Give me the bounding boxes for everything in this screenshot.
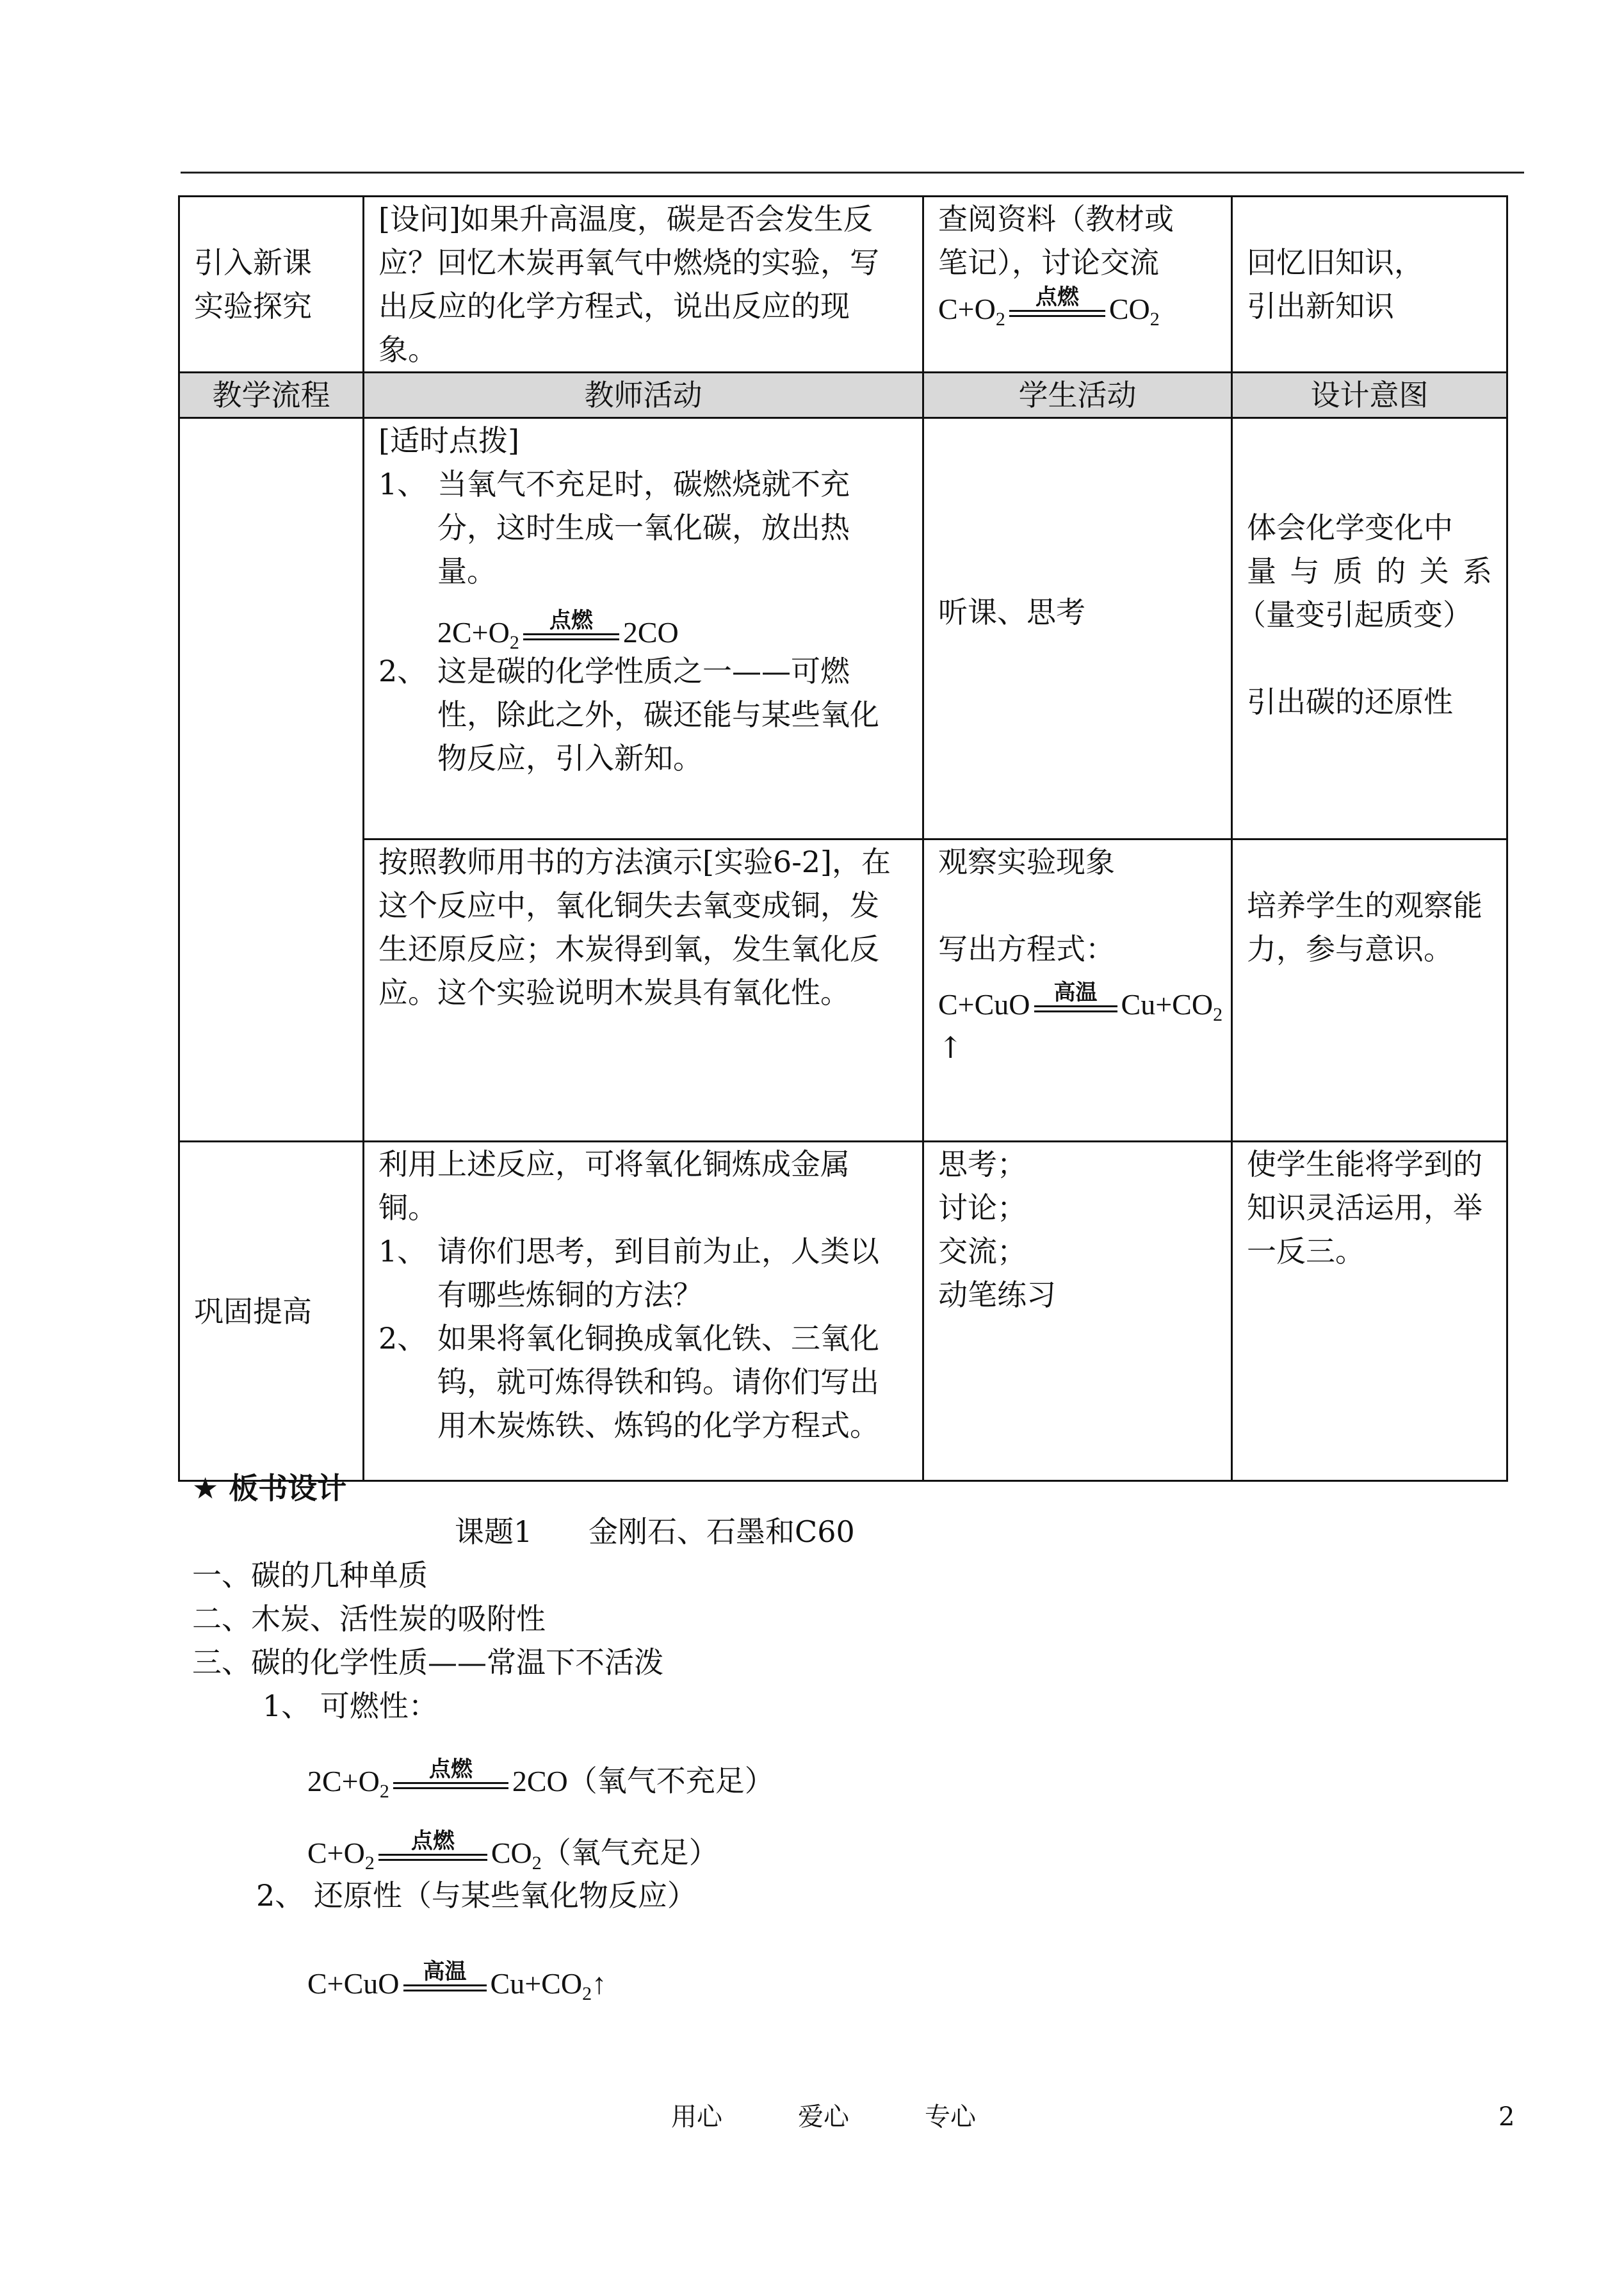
footer-motto: 专心 [925, 2102, 976, 2132]
design-intent-line: 回忆旧知识， [1247, 245, 1424, 280]
hint-title: [适时点拨] [378, 423, 519, 458]
list-number: 2、 [378, 1321, 427, 1356]
header-rule [181, 172, 1524, 174]
footer-motto: 爱心 [798, 2102, 849, 2132]
reaction-condition: 点燃 [1035, 284, 1079, 310]
table-row [179, 197, 1507, 373]
board-line: 二、木炭、活性炭的吸附性 [192, 1602, 546, 1636]
footer-motto: 用心 [671, 2102, 722, 2132]
student-activity-line: 观察实验现象 [938, 845, 1115, 879]
student-activity-line: 交流； [938, 1234, 1027, 1269]
subscript: 2 [509, 632, 519, 654]
lesson-plan-table [178, 195, 1508, 1482]
table-row [179, 418, 1507, 839]
subscript: 2 [582, 1983, 592, 2005]
student-activity-line: 动笔练习 [938, 1277, 1056, 1312]
board-design-section [192, 1466, 1473, 2005]
equation-lhs: C+O [938, 293, 996, 325]
teacher-activity-text: 利用上述反应，可将氧化铜炼成金属铜。 [378, 1147, 850, 1225]
design-intent-cell [1232, 197, 1507, 373]
reaction-condition: 高温 [1053, 980, 1098, 1005]
list-item [378, 462, 908, 593]
equation-rhs: Cu+CO [490, 1967, 583, 2000]
list-item [378, 1317, 908, 1447]
column-header: 设计意图 [1232, 373, 1507, 418]
reaction-condition: 点燃 [549, 608, 593, 633]
stage-label: 巩固提高 [194, 1293, 312, 1329]
gas-arrow-icon: ↑ [592, 1967, 607, 2000]
student-activity-line: 讨论； [938, 1190, 1027, 1225]
equation-rhs: 2CO [512, 1765, 568, 1797]
section-heading: ★ 板书设计 [192, 1471, 347, 1505]
teacher-activity-cell [364, 418, 923, 839]
equation-lhs: 2C+O [307, 1765, 380, 1797]
teacher-activity-cell [364, 1142, 923, 1481]
design-intent-cell [1232, 839, 1507, 1142]
equals-bar [393, 1782, 508, 1789]
equation-note: （氧气充足） [541, 1835, 719, 1870]
reaction-condition: 点燃 [410, 1828, 455, 1854]
equals-bar [403, 1984, 487, 1991]
reaction-condition: 点燃 [428, 1756, 473, 1782]
list-text: 请你们思考，到目前为止，人类以有哪些炼铜的方法？ [437, 1234, 879, 1312]
student-activity-line: 查阅资料（教材或 [938, 202, 1174, 236]
list-number: 1、 [378, 467, 427, 501]
equals-bar [378, 1854, 487, 1861]
subscript: 2 [995, 309, 1005, 330]
column-header: 教师活动 [364, 373, 923, 418]
list-text: 如果将氧化铜换成氧化铁、三氧化钨，就可炼得铁和钨。请你们写出用木炭炼铁、炼钨的化学方程式。 [437, 1321, 879, 1443]
student-activity-cell [923, 1142, 1232, 1481]
lesson-title: 课题1 金刚石、石墨和C60 [455, 1514, 855, 1549]
design-intent-line: 体会化学变化中 [1247, 510, 1453, 545]
reaction-condition: 高温 [423, 1959, 467, 1984]
design-intent-cell [1232, 418, 1507, 839]
board-subline: 1、 可燃性： [263, 1689, 438, 1723]
student-activity-line: 笔记），讨论交流 [938, 245, 1159, 280]
table-row [179, 839, 1507, 1142]
chemical-equation [307, 1959, 607, 2005]
teacher-activity-text: [设问]如果升高温度，碳是否会发生反应？回忆木炭再氧气中燃烧的实验，写出反应的化学方程式，说出反应的现象。 [378, 202, 879, 367]
student-activity-line: 思考； [938, 1147, 1027, 1181]
list-text: 这是碳的化学性质之一——可燃性，除此之外，碳还能与某些氧化物反应，引入新知。 [437, 654, 879, 775]
board-subline: 2、 还原性（与某些氧化物反应） [256, 1878, 697, 1913]
student-activity-line: 写出方程式： [938, 932, 1115, 966]
equation-note: （氧气不充足） [567, 1764, 774, 1798]
stage-label: 引入新课 [194, 245, 312, 280]
student-activity-text: 听课、思考 [938, 595, 1085, 629]
student-activity-cell [923, 839, 1232, 1142]
stage-cell [179, 1142, 364, 1481]
chemical-equation [307, 1828, 719, 1874]
stage-cell [179, 418, 364, 1142]
equation-lhs: 2C+O [437, 616, 510, 649]
teacher-activity-cell [364, 197, 923, 373]
chemical-equation [307, 1756, 774, 1803]
list-text: 当氧气不充足时，碳燃烧就不充分，这时生成一氧化碳，放出热量。 [437, 467, 850, 588]
subscript: 2 [379, 1781, 389, 1803]
equation-rhs: CO [491, 1837, 532, 1869]
table-row [179, 1142, 1507, 1481]
design-intent-cell [1232, 1142, 1507, 1481]
list-number: 2、 [378, 654, 427, 688]
table-header-row [179, 373, 1507, 418]
page-number: 2 [1498, 2102, 1515, 2132]
list-number: 1、 [378, 1234, 427, 1269]
teacher-activity-text: 按照教师用书的方法演示[实验6-2]，在这个反应中，氧化铜失去氧变成铜，发生还原反应；木炭得到氧，发生氧化反应。这个实验说明木炭具有氧化性。 [378, 845, 891, 1010]
column-header: 教学流程 [179, 373, 364, 418]
subscript: 2 [1149, 309, 1160, 330]
equation-lhs: C+CuO [938, 988, 1030, 1021]
chemical-equation [938, 284, 1160, 330]
list-item [378, 1229, 908, 1317]
chemical-equation [437, 608, 679, 654]
student-activity-cell [923, 418, 1232, 839]
student-activity-cell [923, 197, 1232, 373]
equation-rhs: CO [1108, 293, 1150, 325]
equals-bar [523, 633, 619, 640]
equals-bar [1009, 310, 1105, 317]
teacher-activity-cell [364, 839, 923, 1142]
equation-rhs: Cu+CO [1121, 988, 1214, 1021]
equals-bar [1034, 1005, 1117, 1012]
subscript: 2 [532, 1853, 542, 1874]
equation-lhs: C+CuO [307, 1967, 400, 2000]
equation-rhs: 2CO [622, 616, 679, 649]
column-header: 学生活动 [923, 373, 1232, 418]
design-intent-line: （量变引起质变） [1237, 597, 1472, 632]
design-intent-line: 量与质的关系 [1247, 554, 1492, 588]
stage-label: 实验探究 [194, 289, 312, 323]
design-intent-text: 培养学生的观察能力，参与意识。 [1247, 888, 1482, 966]
design-intent-text: 使学生能将学到的知识灵活运用，举一反三。 [1247, 1147, 1482, 1269]
equation-lhs: C+O [307, 1837, 365, 1869]
board-line: 三、碳的化学性质——常温下不活泼 [192, 1645, 663, 1680]
subscript: 2 [364, 1853, 375, 1874]
stage-cell [179, 197, 364, 373]
design-intent-line: 引出碳的还原性 [1247, 685, 1453, 719]
board-line: 一、碳的几种单质 [192, 1558, 428, 1593]
gas-arrow-icon: ↑ [938, 1030, 963, 1065]
chemical-equation [938, 980, 1223, 1026]
subscript: 2 [1213, 1004, 1223, 1026]
list-item [378, 649, 908, 780]
design-intent-line: 引出新知识 [1247, 289, 1394, 323]
